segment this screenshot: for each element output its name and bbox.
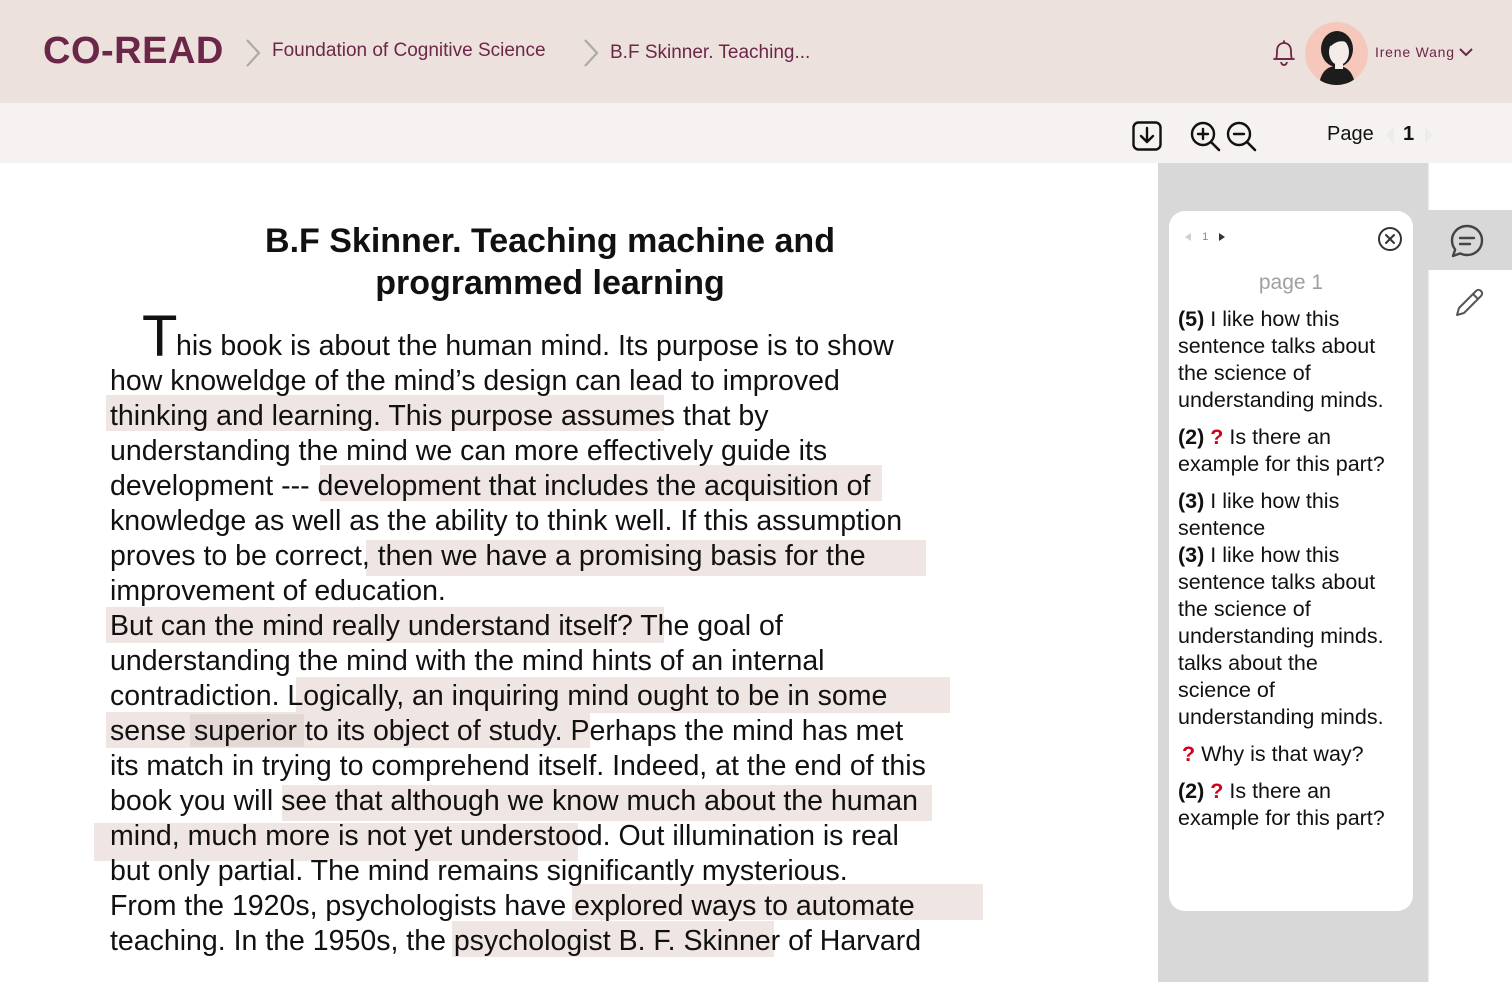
document-title xyxy=(250,220,850,304)
text-line: proves to be correct, then we have a promising basis for the xyxy=(110,540,866,572)
comment-count: (3) xyxy=(1178,489,1205,513)
comment-item[interactable] xyxy=(1178,542,1384,731)
zoom-out-icon[interactable] xyxy=(1225,120,1257,152)
question-mark-icon: ? xyxy=(1210,425,1224,449)
download-icon[interactable] xyxy=(1131,120,1163,152)
text-line: But can the mind really understand itself? The goal of xyxy=(110,610,783,642)
text-line: development --- development that includes the acquisition of xyxy=(110,470,871,502)
comment-text: sentence xyxy=(1178,516,1266,540)
text-line: teaching. In the 1950s, the psychologist B. F. Skinner of Harvard xyxy=(110,925,922,957)
comment-text: Is there an xyxy=(1229,425,1331,449)
comment-item[interactable] xyxy=(1178,488,1339,542)
text-line: but only partial. The mind remains significantly mysterious. xyxy=(110,855,848,887)
page-prev-icon[interactable] xyxy=(1383,124,1397,146)
pager-next-icon[interactable] xyxy=(1217,232,1227,242)
zoom-in-icon[interactable] xyxy=(1189,120,1221,152)
comment-text: understanding minds. xyxy=(1178,388,1384,412)
comment-text: science of xyxy=(1178,678,1275,702)
comment-text: talks about the xyxy=(1178,651,1318,675)
text-line: sense superior to its object of study. Perhaps the mind has met xyxy=(110,715,904,747)
user-name[interactable]: Irene Wang xyxy=(1375,44,1455,60)
question-mark-icon: ? xyxy=(1182,742,1196,766)
page-label: Page xyxy=(1327,123,1374,145)
text-line: understanding the mind with the mind hints of an internal xyxy=(110,645,825,677)
text-line: his book is about the human mind. Its purpose is to show xyxy=(176,330,894,362)
question-mark-icon: ? xyxy=(1210,779,1224,803)
app-logo[interactable]: CO-READ xyxy=(43,30,224,72)
drop-cap: T xyxy=(142,304,178,369)
comment-text: I like how this xyxy=(1210,543,1340,567)
comment-text: Why is that way? xyxy=(1201,742,1364,766)
comment-item[interactable] xyxy=(1178,424,1385,478)
text-line: knowledge as well as the ability to think well. If this assumption xyxy=(110,505,903,537)
chevron-down-icon[interactable] xyxy=(1458,44,1474,60)
comment-text: example for this part? xyxy=(1178,452,1385,476)
breadcrumb-course[interactable]: Foundation of Cognitive Science xyxy=(272,40,546,61)
comments-card xyxy=(1169,211,1413,911)
comment-count: (2) xyxy=(1178,425,1205,449)
avatar[interactable] xyxy=(1305,22,1368,85)
pager-prev-icon[interactable] xyxy=(1183,232,1193,242)
document-page xyxy=(0,163,1158,982)
comment-text: understanding minds. xyxy=(1178,705,1384,729)
breadcrumb-separator-icon xyxy=(582,38,600,68)
comment-item[interactable] xyxy=(1182,741,1364,768)
comment-count: (5) xyxy=(1178,307,1205,331)
comment-item[interactable] xyxy=(1178,778,1385,832)
comment-icon[interactable] xyxy=(1449,223,1485,259)
document-title-line: B.F Skinner. Teaching machine and xyxy=(265,222,835,260)
text-line: its match in trying to comprehend itself. Indeed, at the end of this xyxy=(110,750,926,782)
text-line: From the 1920s, psychologists have explored ways to automate xyxy=(110,890,915,922)
comment-text: sentence talks about xyxy=(1178,334,1376,358)
pager-number: 1 xyxy=(1202,231,1209,243)
comment-text: understanding minds. xyxy=(1178,624,1384,648)
comment-item[interactable] xyxy=(1178,306,1384,414)
comment-text: I like how this xyxy=(1210,489,1340,513)
card-page-label: page 1 xyxy=(1258,271,1324,294)
pencil-icon[interactable] xyxy=(1451,285,1487,321)
close-icon[interactable] xyxy=(1377,226,1403,252)
page-number[interactable]: 1 xyxy=(1403,123,1415,145)
document-title-line: programmed learning xyxy=(375,264,725,302)
comment-text: the science of xyxy=(1178,361,1311,385)
comment-text: I like how this xyxy=(1210,307,1340,331)
comment-text: example for this part? xyxy=(1178,806,1385,830)
breadcrumb-reading[interactable]: B.F Skinner. Teaching... xyxy=(610,42,811,63)
reader-toolbar xyxy=(0,103,1512,163)
text-line: thinking and learning. This purpose assumes that by xyxy=(110,400,769,432)
text-line: understanding the mind we can more effectively guide its xyxy=(110,435,828,467)
comment-text: the science of xyxy=(1178,597,1311,621)
comment-count: (2) xyxy=(1178,779,1205,803)
top-bar xyxy=(0,0,1512,103)
comment-text: sentence talks about xyxy=(1178,570,1376,594)
text-line: improvement of education. xyxy=(110,575,446,607)
comment-pager xyxy=(1183,231,1227,243)
page-next-icon[interactable] xyxy=(1422,124,1436,146)
text-line: mind, much more is not yet understood. Out illumination is real xyxy=(110,820,899,852)
bell-icon[interactable] xyxy=(1270,38,1298,68)
comment-text: Is there an xyxy=(1229,779,1331,803)
breadcrumb-separator-icon xyxy=(244,38,262,68)
text-line: how knoweldge of the mind’s design can lead to improved xyxy=(110,365,840,397)
text-line: book you will see that although we know much about the human xyxy=(110,785,919,817)
text-line: contradiction. Logically, an inquiring mind ought to be in some xyxy=(110,680,888,712)
comment-count: (3) xyxy=(1178,543,1205,567)
